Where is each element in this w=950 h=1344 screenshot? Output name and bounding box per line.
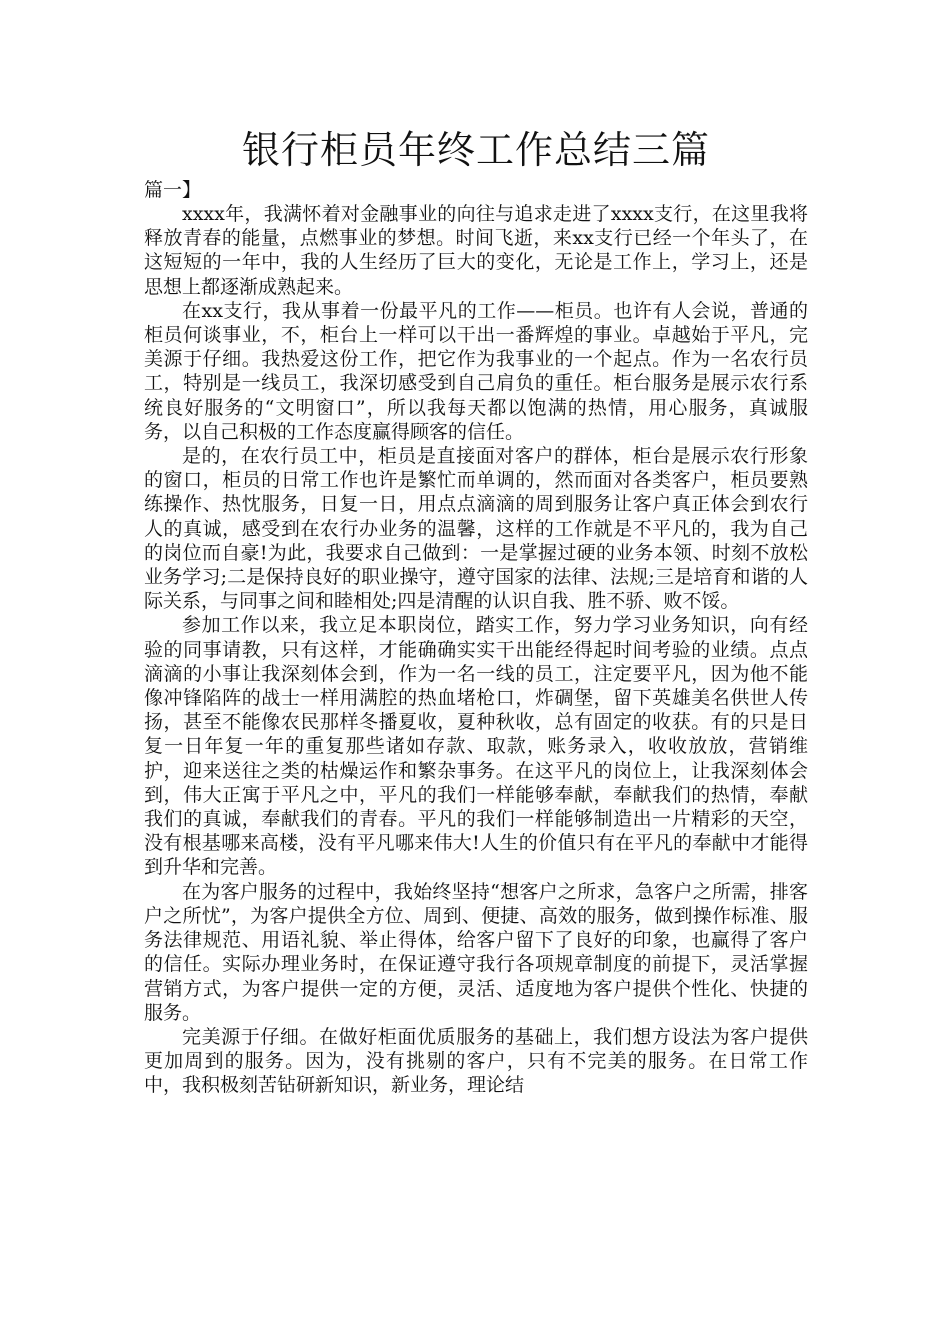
paragraph-1: xxxx年，我满怀着对金融事业的向往与追求走进了xxxx支行，在这里我将释放青春的能量，点燃事业的梦想。时间飞逝，来xx支行已经一个年头了，在这短短的一年中，我的人生经历了巨大的变化，无论是工作上，学习上，还是思想上都逐渐成熟起来。	[144, 203, 808, 298]
paragraph-4: 参加工作以来，我立足本职岗位，踏实工作，努力学习业务知识，向有经验的同事请教，只有这样，才能确确实实干出能经得起时间考验的业绩。点点滴滴的小事让我深刻体会到，作为一名一线的员工，注定要平凡，因为他不能像冲锋陷阵的战士一样用满腔的热血堵枪口，炸碉堡，留下英雄美名供世人传扬，甚至不能像农民那样冬播夏收，夏种秋收，总有固定的收获。有的只是日复一日年复一年的重复那些诸如存款、取款，账务录入，收收放放，营销维护，迎来送往之类的枯燥运作和繁杂事务。在这平凡的岗位上，让我深刻体会到，伟大正寓于平凡之中，平凡的我们一样能够奉献，奉献我们的热情，奉献我们的真诚，奉献我们的青春。平凡的我们一样能够制造出一片精彩的天空，没有根基哪来高楼，没有平凡哪来伟大!人生的价值只有在平凡的奉献中才能得到升华和完善。	[144, 614, 808, 879]
paragraph-2: 在xx支行，我从事着一份最平凡的工作——柜员。也许有人会说，普通的柜员何谈事业，不，柜台上一样可以干出一番辉煌的事业。卓越始于平凡，完美源于仔细。我热爱这份工作，把它作为我事业的一个起点。作为一名农行员工，特别是一线员工，我深切感受到自己肩负的重任。柜台服务是展示农行系统良好服务的“文明窗口”，所以我每天都以饱满的热情，用心服务，真诚服务，以自己积极的工作态度赢得顾客的信任。	[144, 299, 808, 443]
document-page	[144, 122, 808, 1098]
document-title: 银行柜员年终工作总结三篇	[241, 128, 710, 172]
paragraph-5: 在为客户服务的过程中，我始终坚持“想客户之所求，急客户之所需，排客户之所忧”，为客户提供全方位、周到、便捷、高效的服务，做到操作标准、服务法律规范、用语礼貌、举止得体，给客户留下了良好的印象，也赢得了客户的信任。实际办理业务时，在保证遵守我行各项规章制度的前提下，灵活掌握营销方式，为客户提供一定的方便，灵活、适度地为客户提供个性化、快捷的服务。	[144, 880, 808, 1024]
section-heading: 篇一】	[144, 179, 202, 201]
paragraph-3: 是的，在农行员工中，柜员是直接面对客户的群体，柜台是展示农行形象的窗口，柜员的日常工作也许是繁忙而单调的，然而面对各类客户，柜员要熟练操作、热忱服务，日复一日，用点点滴滴的周到服务让客户真正体会到农行人的真诚，感受到在农行办业务的温馨，这样的工作就是不平凡的，我为自己的岗位而自豪!为此，我要求自己做到：一是掌握过硬的业务本领、时刻不放松业务学习;二是保持良好的职业操守，遵守国家的法律、法规;三是培育和谐的人际关系，与同事之间和睦相处;四是清醒的认识自我、胜不骄、败不馁。	[144, 445, 808, 613]
paragraph-6: 完美源于仔细。在做好柜面优质服务的基础上，我们想方设法为客户提供更加周到的服务。因为，没有挑剔的客户，只有不完美的服务。在日常工作中，我积极刻苦钻研新知识，新业务，理论结	[144, 1025, 808, 1097]
